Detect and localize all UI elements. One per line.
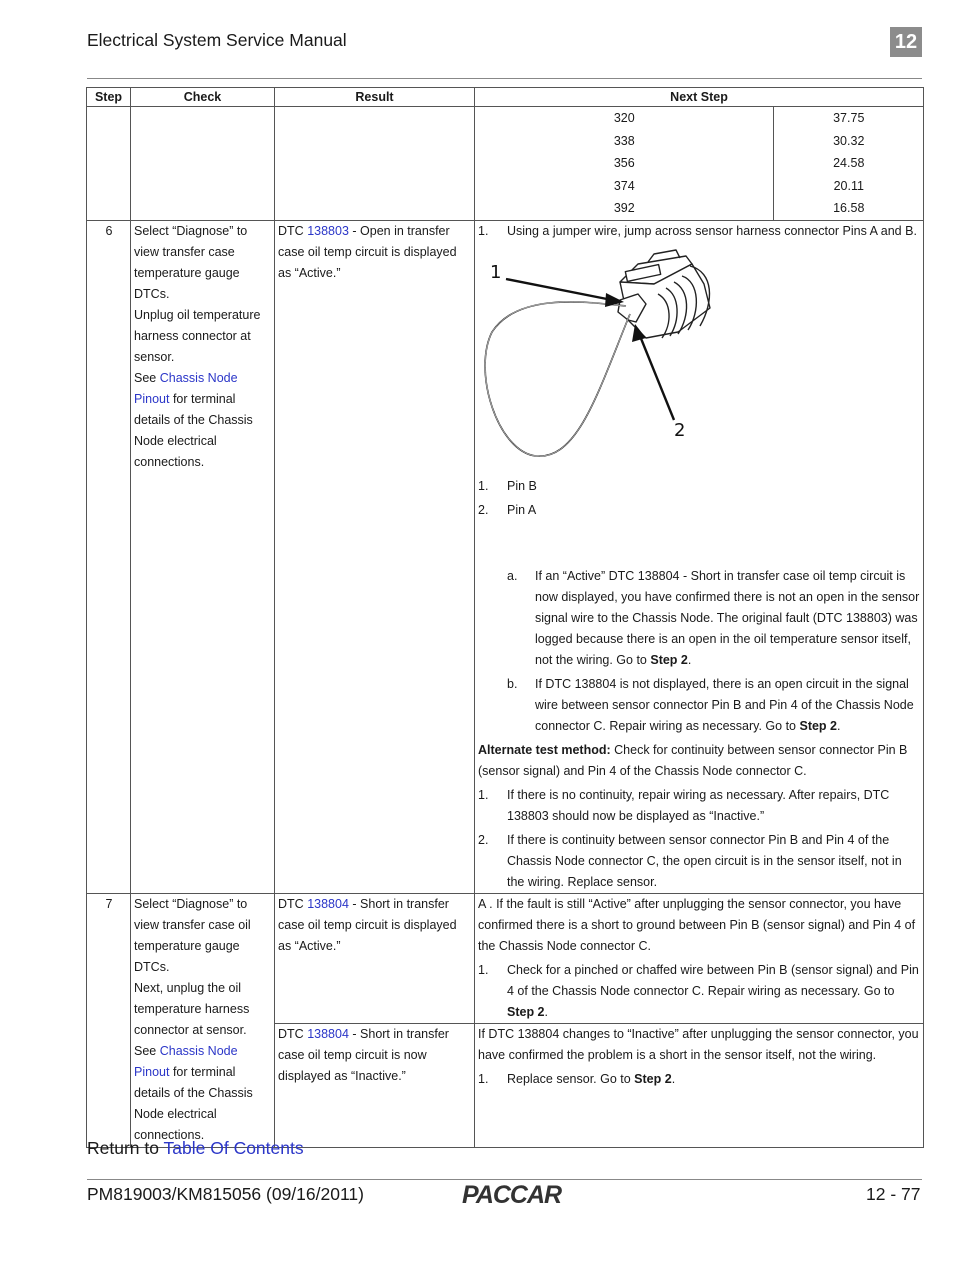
check-text: Unplug oil temperature harness connector at sensor. [134,307,261,364]
connector-jumper-illustration [478,242,922,474]
value-cell: 392 [475,197,773,220]
list-item: 1. Check for a pinched or chaffed wire between Pin B (sensor signal) and Pin 4 of the Chassis Node connector C. Repair wiring as necessary. Go to Step 2. [478,962,919,1019]
header-check: Check [131,88,275,107]
legend-item: 1. Pin B [478,478,537,493]
chapter-badge: 12 [890,27,922,57]
step-number: 6 [87,220,131,893]
value-cell: 320 [475,107,773,130]
sub-item-b: b. If DTC 138804 is not displayed, there is an open circuit in the signal wire between sensor connector Pin B and Pin 4 of the Chassis Node connector C. Repair wiring as necessary. Go to Step 2. [507,676,914,733]
header-step: Step [87,88,131,107]
troubleshooting-table [86,87,924,1148]
list-item: 1. If there is no continuity, repair wiring as necessary. After repairs, DTC 138803 should now be displayed as “Inactive.” [478,787,890,823]
check-text: Select “Diagnose” to view transfer case temperature gauge DTCs. [134,223,248,301]
table-row-continuation [87,107,924,221]
check-text: Select “Diagnose” to view transfer case oil temperature gauge DTCs. [134,896,251,974]
footer-rule [87,1179,922,1180]
value-cell: 374 [475,175,773,198]
check-cell [131,220,275,893]
check-see-text: See Chassis Node Pinout for terminal details of the Chassis Node electrical connections. [134,1043,253,1142]
document-number: PM819003/KM815056 (09/16/2011) [87,1184,364,1204]
header-result: Result [275,88,475,107]
header-rule [87,78,922,79]
alternate-method: Alternate test method: Check for continuity between sensor connector Pin B (sensor signal) and Pin 4 of the Chassis Node connector C. [478,742,908,778]
dtc-138804-link[interactable]: 138804 [307,896,349,911]
step-2-ref: Step 2 [634,1071,672,1086]
value-cell: 24.58 [833,156,865,170]
next-step-cell [475,1023,924,1147]
next-step-text: If DTC 138804 changes to “Inactive” after unplugging the sensor connector, you have confirmed the problem is a short in the sensor itself, not the wiring. [478,1026,919,1062]
result-cell: DTC 138804 - Short in transfer case oil temp circuit is now displayed as “Inactive.” [275,1023,475,1147]
table-row-step-7 [87,893,924,1023]
step-2-ref: Step 2 [799,718,837,733]
value-row [475,130,923,153]
value-row [475,107,923,130]
next-step-cell [475,893,924,1023]
dtc-138804-link[interactable]: 138804 [307,1026,349,1041]
value-cell: 338 [475,130,773,153]
callout-1: 1 [490,261,502,283]
next-step-text: A . If the fault is still “Active” after unplugging the sensor connector, you have confirmed there is a short to ground between Pin B (sensor signal) and Pin 4 of the Chassis Node connector C. [478,896,916,953]
value-cell: 30.32 [833,133,865,148]
check-see-text: See Chassis Node Pinout for terminal details of the Chassis Node electrical connections. [134,370,253,469]
svg-text:PACCAR: PACCAR [462,1181,562,1207]
paccar-logo [462,1181,568,1212]
sub-item-a: a. If an “Active” DTC 138804 - Short in transfer case oil temp circuit is now displayed, you have confirmed there is not an open in the sensor signal wire to the Chassis Node. The original fault (DTC 138803) was logged because there is an open in the oil temperature sensor itself, not the wiring. Go to Step 2. [507,568,920,667]
legend-item: 2. Pin A [478,502,537,517]
return-to-toc: Return to Table Of Contents [87,1138,304,1158]
jumper-wire-figure [478,242,922,474]
chassis-node-pinout-link[interactable]: Chassis Node Pinout [134,370,238,406]
dtc-138803-link[interactable]: 138803 [307,223,349,238]
table-row-step-6 [87,220,924,893]
value-subtable [475,107,923,220]
value-row [475,197,923,220]
table-of-contents-link[interactable]: Table Of Contents [163,1138,304,1158]
value-cell: 356 [475,152,773,175]
value-cell: 37.75 [833,111,865,125]
step-2-ref: Step 2 [507,1004,545,1019]
next-step-cell [475,220,924,893]
check-text: Next, unplug the oil temperature harness connector at sensor. [134,980,250,1037]
step-number: 7 [87,893,131,1147]
callout-2: 2 [674,419,686,441]
check-cell [131,893,275,1147]
page-number: 12 - 77 [866,1184,921,1204]
value-cell: 20.11 [833,178,864,193]
value-row [475,175,923,198]
list-item: 2. If there is continuity between sensor connector Pin B and Pin 4 of the Chassis Node connector C, the open circuit is in the sensor itself, not in the wiring. Replace sensor. [478,832,902,889]
page-title: Electrical System Service Manual [87,30,347,50]
list-item: 1. Using a jumper wire, jump across sensor harness connector Pins A and B. [478,223,917,238]
table-header-row [87,88,924,107]
step-2-ref: Step 2 [650,652,688,667]
header-next-step: Next Step [475,88,924,107]
chassis-node-pinout-link[interactable]: Chassis Node Pinout [134,1043,238,1079]
value-cell: 16.58 [833,201,865,215]
result-cell: DTC 138804 - Short in transfer case oil temp circuit is displayed as “Active.” [275,893,475,1023]
result-cell: DTC 138803 - Open in transfer case oil temp circuit is displayed as “Active.” [275,220,475,893]
value-row [475,152,923,175]
list-item: 1. Replace sensor. Go to Step 2. [478,1071,676,1086]
